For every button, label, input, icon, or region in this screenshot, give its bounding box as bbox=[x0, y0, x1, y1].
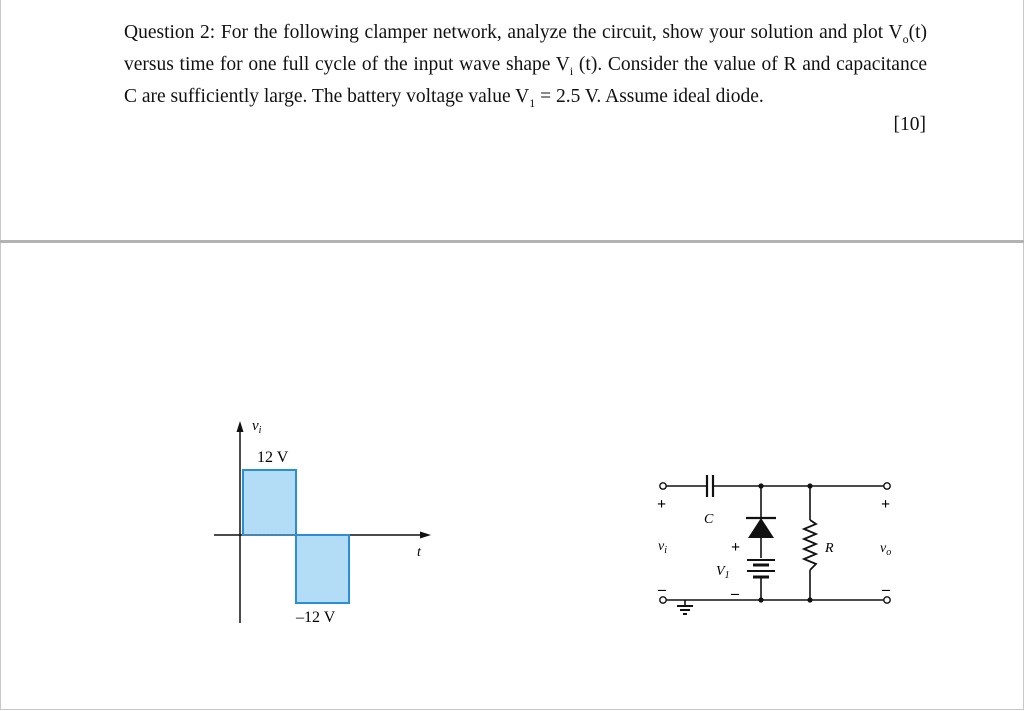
question-line-2-sub2: i bbox=[569, 63, 574, 78]
question-line-1: For the following clamper network, analyze the circuit, show your solution and plot bbox=[220, 22, 884, 43]
junction-bottom-battery bbox=[758, 597, 763, 602]
question-line-2c: (t). Consider the value of R and bbox=[573, 53, 831, 75]
high-level-label: 12 V bbox=[257, 449, 289, 466]
battery-plus: + bbox=[731, 539, 741, 556]
question-line-2-sub: o bbox=[902, 31, 909, 46]
output-minus: – bbox=[882, 581, 890, 598]
output-plus: + bbox=[881, 496, 891, 513]
junction-top-resistor bbox=[807, 483, 812, 488]
question-line-2b: (t) versus time for one full cycle of the input wave shape V bbox=[124, 22, 927, 75]
resistor-symbol bbox=[804, 520, 816, 570]
diode-symbol bbox=[748, 518, 774, 538]
question-label: Question 2: bbox=[124, 22, 216, 43]
question-line-3a: capacitance C are sufficiently large. The battery voltage value V bbox=[124, 53, 928, 107]
vi-axis-label: $v_i$ bbox=[252, 418, 262, 436]
battery-label: $V_1$ bbox=[716, 564, 730, 581]
time-axis-label: t bbox=[417, 545, 421, 560]
marks-label: [10] bbox=[893, 114, 926, 135]
junction-bottom-resistor bbox=[807, 597, 812, 602]
input-plus: + bbox=[657, 496, 667, 513]
question-line-3-sub: 1 bbox=[529, 95, 536, 110]
output-label: $v_o$ bbox=[880, 541, 892, 558]
question-line-2a: V bbox=[888, 22, 903, 43]
capacitor-label: C bbox=[704, 512, 714, 527]
input-label: $v_i$ bbox=[658, 539, 667, 556]
resistor-label: R bbox=[825, 541, 834, 556]
input-minus: – bbox=[658, 581, 666, 598]
question-line-3b: = 2.5 V. Assume ideal diode. bbox=[535, 85, 764, 107]
output-terminal-top bbox=[884, 483, 890, 489]
input-terminal-top bbox=[660, 483, 666, 489]
junction-top-diode bbox=[758, 483, 763, 488]
low-level-label: –12 V bbox=[296, 609, 336, 626]
battery-minus: – bbox=[731, 585, 739, 602]
